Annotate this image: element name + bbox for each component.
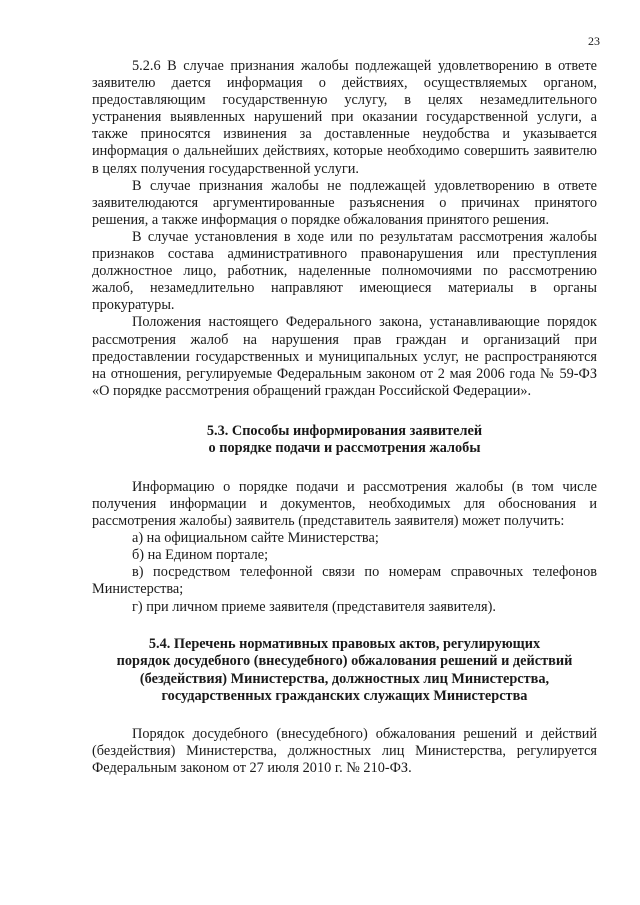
heading-line: (бездействия) Министерства, должностных лиц Министерства, <box>139 670 550 687</box>
paragraph: В случае установления в ходе или по результатам рассмотрения жалобы признаков состава административного правонарушения или преступления должностное лицо, работник, наделенные полномочиями по рассмотрению жалоб, незамедлительно направляют имеющиеся материалы в органы прокуратуры. <box>92 228 597 314</box>
paragraph: В случае признания жалобы не подлежащей удовлетворению в ответе заявителюдаются аргументированные разъяснения о причинах принятого решения, а также информация о порядке обжалования принятого решения. <box>92 177 597 228</box>
heading-line: 5.3. Способы информирования заявителей <box>206 422 483 439</box>
paragraph: Положения настоящего Федерального закона, устанавливающие порядок рассмотрения жалоб на нарушения прав граждан и организаций при предоставлении государственных и муниципальных услуг, не распространяются на отношения, регулируемые Федеральным законом от 2 мая 2006 года № 59-ФЗ «О порядке рассмотрения обращений граждан Российской Федерации». <box>92 314 597 399</box>
section-5-2-6 <box>92 58 597 400</box>
page-number: 23 <box>588 34 600 48</box>
section-5-3-heading <box>92 423 597 458</box>
list-item: г) при личном приеме заявителя (представителя заявителя). <box>132 598 496 615</box>
paragraph: 5.2.6 В случае признания жалобы подлежащей удовлетворению в ответе заявителю дается информация о действиях, осуществляемых органом, предоставляющим государственную услугу, в целях незамедлительного устранения выявленных нарушений при оказании государственной услуги, а также приносятся извинения за доставленные неудобства и указывается информация о дальнейших действиях, которые необходимо совершить заявителю в целях получения государственной услуги. <box>92 58 597 177</box>
list-item: а) на официальном сайте Министерства; <box>132 530 379 547</box>
heading-line: о порядке подачи и рассмотрения жалобы <box>208 440 481 457</box>
section-5-4 <box>92 726 597 777</box>
heading-line: 5.4. Перечень нормативных правовых актов, регулирующих <box>148 635 541 652</box>
paragraph: Информацию о порядке подачи и рассмотрения жалобы (в том числе получения информации и документов, необходимых для обоснования и рассмотрения жалобы) заявитель (представитель заявителя) может получить: <box>92 478 597 530</box>
document-body <box>92 58 597 777</box>
heading-line: порядок досудебного (внесудебного) обжалования решений и действий <box>116 653 573 670</box>
heading-line: государственных гражданских служащих Министерства <box>161 688 528 705</box>
paragraph: Порядок досудебного (внесудебного) обжалования решений и действий (бездействия) Министерства, должностных лиц Министерства, регулируется Федеральным законом от 27 июля 2010 г. № 210-ФЗ. <box>92 725 597 776</box>
section-5-4-heading <box>92 636 597 706</box>
list-item: в) посредством телефонной связи по номерам справочных телефонов Министерства; <box>92 564 597 598</box>
section-5-3 <box>92 479 597 616</box>
list-item: б) на Едином портале; <box>132 547 269 564</box>
